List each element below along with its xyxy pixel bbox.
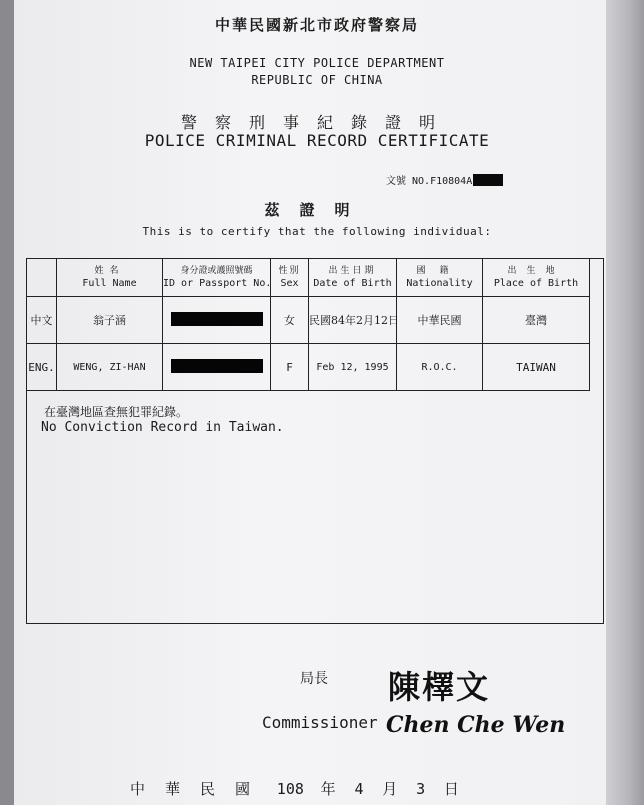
certificate-title-en: POLICE CRIMINAL RECORD CERTIFICATE xyxy=(144,131,490,150)
date-year: 108 xyxy=(276,780,304,798)
date-of-birth-cn: 民國84年2月12日 xyxy=(309,297,397,344)
result-statement-cn: 在臺灣地區查無犯罪紀錄。 xyxy=(44,405,189,419)
place-of-birth-en: TAIWAN xyxy=(483,344,590,391)
row-language-label: 中文 xyxy=(27,297,57,344)
date-month: 4 xyxy=(354,780,364,798)
date-year-unit: 年 xyxy=(320,780,336,798)
nationality-en: R.O.C. xyxy=(397,344,483,391)
date-of-birth-en: Feb 12, 1995 xyxy=(309,344,397,391)
header-cell: 姓名 Full Name xyxy=(57,259,163,297)
date-month-unit: 月 xyxy=(382,780,398,798)
redaction-bar xyxy=(473,174,503,186)
table-row-chinese xyxy=(27,297,590,344)
certify-statement-en: This is to certify that the following individual: xyxy=(142,225,492,238)
table-header-row xyxy=(27,259,590,297)
document-number-text: 文號 NO.F10804A xyxy=(386,176,473,187)
header-cell: 性別 Sex xyxy=(271,259,309,297)
header-cell: 國籍 Nationality xyxy=(397,259,483,297)
commissioner-title-cn: 局長 xyxy=(300,671,328,687)
full-name-cn: 翁子涵 xyxy=(57,297,163,344)
issue-date xyxy=(130,778,459,799)
personal-data-table xyxy=(26,258,590,391)
table-row-english xyxy=(27,344,590,391)
page-edge-shadow xyxy=(606,0,644,805)
certificate-title-cn: 警察刑事紀錄證明 xyxy=(180,113,453,132)
certify-heading-cn: 茲證明 xyxy=(264,201,370,219)
signature-name-cn: 陳檡文 xyxy=(388,668,491,706)
row-language-label: ENG. xyxy=(27,344,57,391)
sex-en: F xyxy=(271,344,309,391)
redaction-bar xyxy=(171,312,263,326)
passport-number-cell xyxy=(163,344,271,391)
commissioner-title-en: Commissioner xyxy=(262,713,378,732)
nationality-cn: 中華民國 xyxy=(397,297,483,344)
header-cell xyxy=(27,259,57,297)
signature-name-en: Chen Che Wen xyxy=(386,712,566,738)
date-era-prefix: 中華民國 xyxy=(130,780,271,798)
header-cell: 出生日期 Date of Birth xyxy=(309,259,397,297)
place-of-birth-cn: 臺灣 xyxy=(483,297,590,344)
redaction-bar xyxy=(171,359,263,373)
country-name-en: REPUBLIC OF CHINA xyxy=(251,73,383,87)
header-cell: 出生地 Place of Birth xyxy=(483,259,590,297)
result-statement-en: No Conviction Record in Taiwan. xyxy=(41,420,284,435)
document-number xyxy=(386,172,503,187)
agency-name-en: NEW TAIPEI CITY POLICE DEPARTMENT xyxy=(189,56,445,70)
commissioner-signature xyxy=(384,662,566,740)
sex-cn: 女 xyxy=(271,297,309,344)
agency-name-cn: 中華民國新北市政府警察局 xyxy=(214,16,419,34)
full-name-en: WENG, ZI-HAN xyxy=(57,344,163,391)
header-cell: 身分證或護照號碼 ID or Passport No. xyxy=(163,259,271,297)
date-day: 3 xyxy=(416,780,426,798)
id-number-cell xyxy=(163,297,271,344)
date-day-unit: 日 xyxy=(443,780,459,798)
